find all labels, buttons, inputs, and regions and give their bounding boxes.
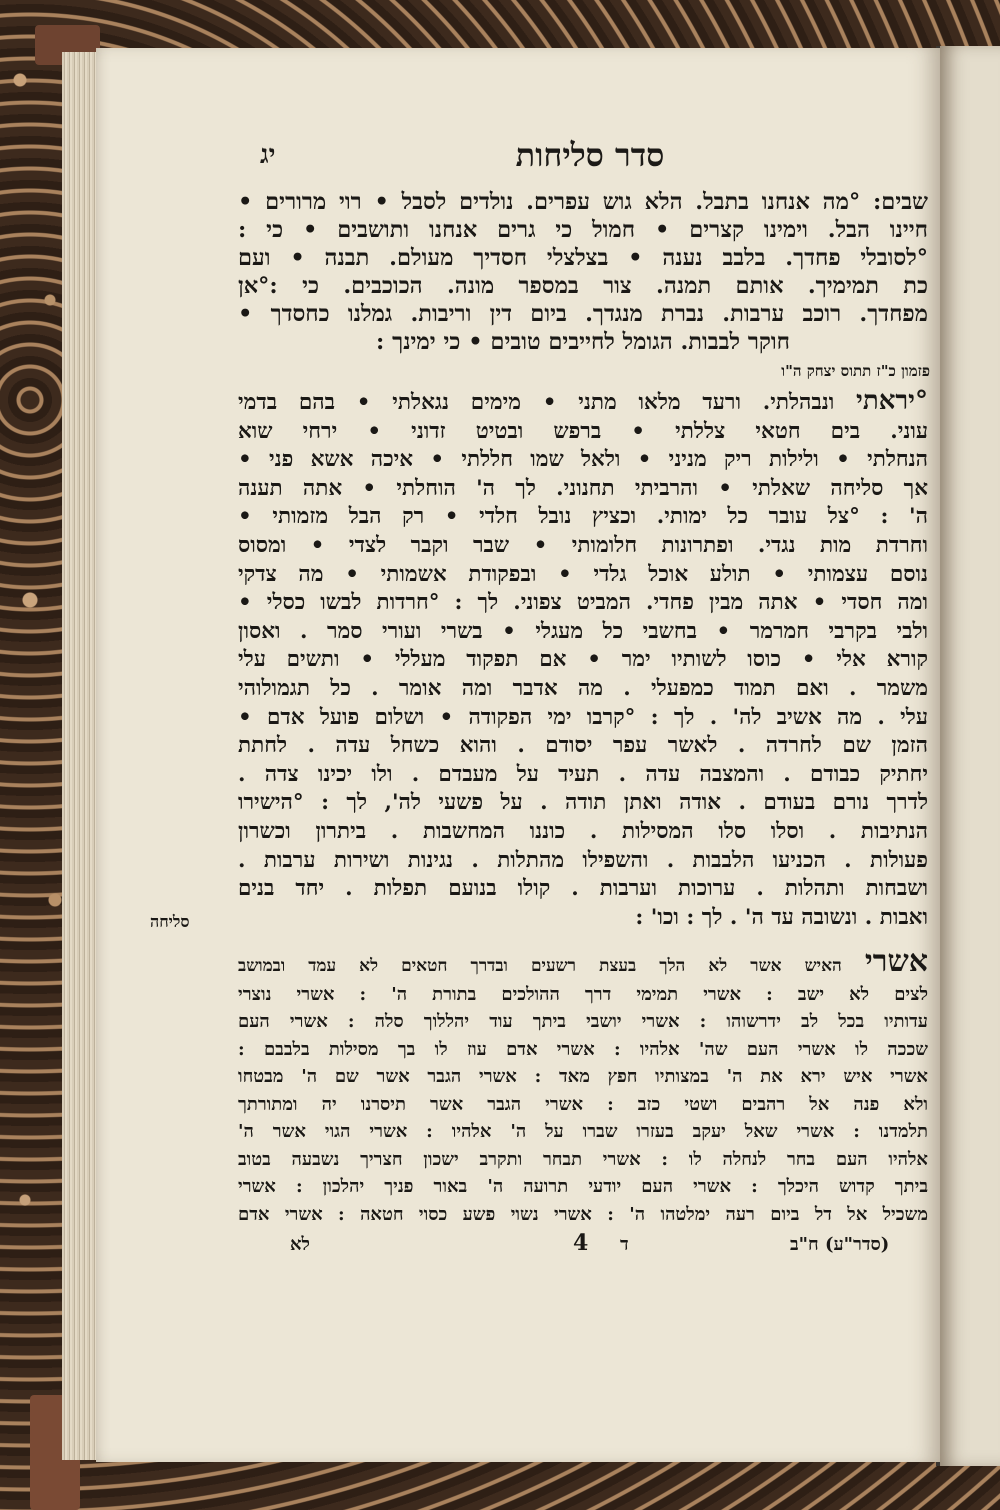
- text-line: ביתך קדוש היכלך : אשרי העם יודעי תרועה ה' באור פניך יהלכון : אשרי: [238, 1176, 928, 1197]
- text-line: °לסובלי פחדך. בלבב נענה • בצלצלי חסדיך מעולם. תבנה • ועם: [238, 245, 928, 271]
- text-line: ושבחות ותהלות . ערוכות וערבות . קולו בנועם תפלות . יחד בנים: [238, 876, 928, 902]
- page-footer: [290, 1230, 890, 1262]
- text-line: עוני. בים חטאי צללתי • ברפש ובטיט זדוני • ירחי שוא: [238, 418, 928, 444]
- pizmon-block: [238, 387, 928, 932]
- text-line: משכיל אל דל ביום רעה ימלטהו ה' : אשרי נשוי פשע כסוי חטאה : אשרי אדם: [238, 1203, 928, 1225]
- text-line: אלהיו העם בחר לנחלה לו : אשרי תבחר ותקרב ישכון חצריך נשבעה בטוב: [238, 1148, 928, 1170]
- text-line: הנתיבות . וסלו סלו המסילות . כוננו המחשבות . ביתרון וכשרון: [238, 818, 928, 844]
- text-line: ולבי בקרבי חמרמר • בחשבי כל מעגלי • בשרי ועורי סמר . ואסון: [238, 618, 928, 644]
- text-line: לצים לא ישב : אשרי תמימי דרך ההולכים בתורת ה' : אשרי נוצרי: [238, 983, 928, 1005]
- text-line: [238, 948, 928, 981]
- text-line: שככה לו אשרי העם שה' אלהיו : אשרי אדם עוז לו בך מסילות בלבבם :: [238, 1038, 928, 1060]
- text-line: ומה חסדי • אתה מבין פחדי. המביט צפוני. לך : °חרדות לבשו כסלי •: [238, 590, 928, 616]
- text-line: ולא פנה אל רהבים ושטי כזב : אשרי הגבר אשר תיסרנו יה ומתורתך: [238, 1093, 928, 1115]
- text-line: שבים: °מה אנחנו בתבל. הלא גוש עפרים. נולדים לסבל • רוי מרורים •: [238, 189, 928, 215]
- ashrei-first-word: אשרי: [864, 948, 928, 979]
- pizmon-first-line: ונבהלתי. ורעד מלאו מתני • מימים נגאלתי • בהם בדמי: [238, 390, 857, 415]
- text-line: אך סליחה שאלתי • והרביתי תחנוני. לך ה' הוחלתי • אתה תענה: [238, 475, 928, 501]
- catchword: לא: [290, 1234, 310, 1255]
- prayer-block-1: [238, 188, 928, 356]
- text-line: קורא אלי • כוסו לשותיו ימר • אם תפקוד מעללי • ותשים עלי: [238, 647, 928, 673]
- text-line: ה' : °צל עובר כל ימותי. וכציץ נובל חלדי • רק הבל מזמותי •: [238, 504, 928, 530]
- page-title: סדר סליחות: [515, 136, 665, 174]
- ashrei-first-line: האיש אשר לא הלך בעצת רשעים ובדרך חטאים לא עמד ובמושב: [238, 956, 865, 976]
- facing-page: [940, 46, 1000, 1466]
- signature-mark: (סדר"ע) ח"ב: [790, 1234, 890, 1255]
- text-line: וחרדת מות נגדי. ופתרונות חלומותי • שבר וקבר לצדי • ומסוס: [238, 532, 928, 558]
- text-line: יחתיק כבודם . והמצבה עדה . תעיד על מעבדם . ולו יכינו צדה .: [238, 761, 928, 787]
- text-line: לדרך נורם בעודם . אודה ואתן תודה . על פשעי לה', לך : °הישירו: [238, 790, 928, 816]
- text-line: הזמן שם לחרדה . לאשר עפר יסודם . והוא כשחל עדה . לחתת: [238, 733, 928, 759]
- pizmon-heading: פזמון כ"ז תתוס יצחק ה"ו: [781, 362, 930, 380]
- text-line: משמר . ואם תמוד כמפעלי . מה אדבר ומה אומר . כל תגמולוהי: [238, 675, 928, 701]
- signature-letter: ד: [620, 1234, 629, 1255]
- text-line: עלי . מה אשיב לה' . לך : °קרבו ימי הפקודה • ושלום פועל אדם •: [238, 704, 928, 730]
- page-number: יג: [260, 140, 276, 170]
- text-line: חוקר לבבות. הגומל לחייבים טובים • כי ימינך :: [376, 329, 790, 355]
- text-line: הנחלתי • ולילות ריק מניני • ולאל שמו חללתי • איכה אשא פני •: [238, 447, 928, 473]
- text-line: פעולות . הכניעו הלבבות . והשפילו מהתלות . נגינות ושירות ערבות .: [238, 847, 928, 873]
- text-line: אשרי איש ירא את ה' במצותיו חפץ מאד : אשרי הגבר אשר שם ה' מבטחו: [238, 1066, 928, 1087]
- text-line: עדותיו בכל לב ידרשוהו : אשרי יושבי ביתך עוד יהללוך סלה : אשרי העם: [238, 1011, 928, 1032]
- page-header: [250, 136, 930, 180]
- text-line: נוסם עצמותי • תולע אוכל גלדי • ובפקודת אשמותי • מה צדקי: [238, 561, 928, 587]
- selicha-label: סליחה: [150, 912, 190, 931]
- page-edges: [62, 52, 98, 1460]
- text-line: מפחדך. רוכב ערבות. נברת מנגדך. ביום דין וריבות. גמלנו כחסדך •: [238, 301, 928, 327]
- text-line: ואבות . ונשובה עד ה' . לך : וכו' :: [635, 904, 928, 930]
- text-line: [238, 387, 928, 418]
- pizmon-first-word: °יראתי: [856, 387, 928, 416]
- ashrei-block: [238, 948, 928, 1228]
- text-line: כת תמימיך. אותם תמנה. צור במספר מונה. הכוכבים. כי :°אן: [238, 273, 928, 299]
- text-line: תלמדנו : אשרי שאל יעקב בעזרו שברו על ה' אלהיו : אשרי הגוי אשר ה': [238, 1121, 928, 1142]
- text-line: חיינו הבל. וימינו קצרים • חמול כי גרים אנחנו ותושבים • כי :: [238, 217, 928, 243]
- signature-number: 4: [573, 1230, 589, 1256]
